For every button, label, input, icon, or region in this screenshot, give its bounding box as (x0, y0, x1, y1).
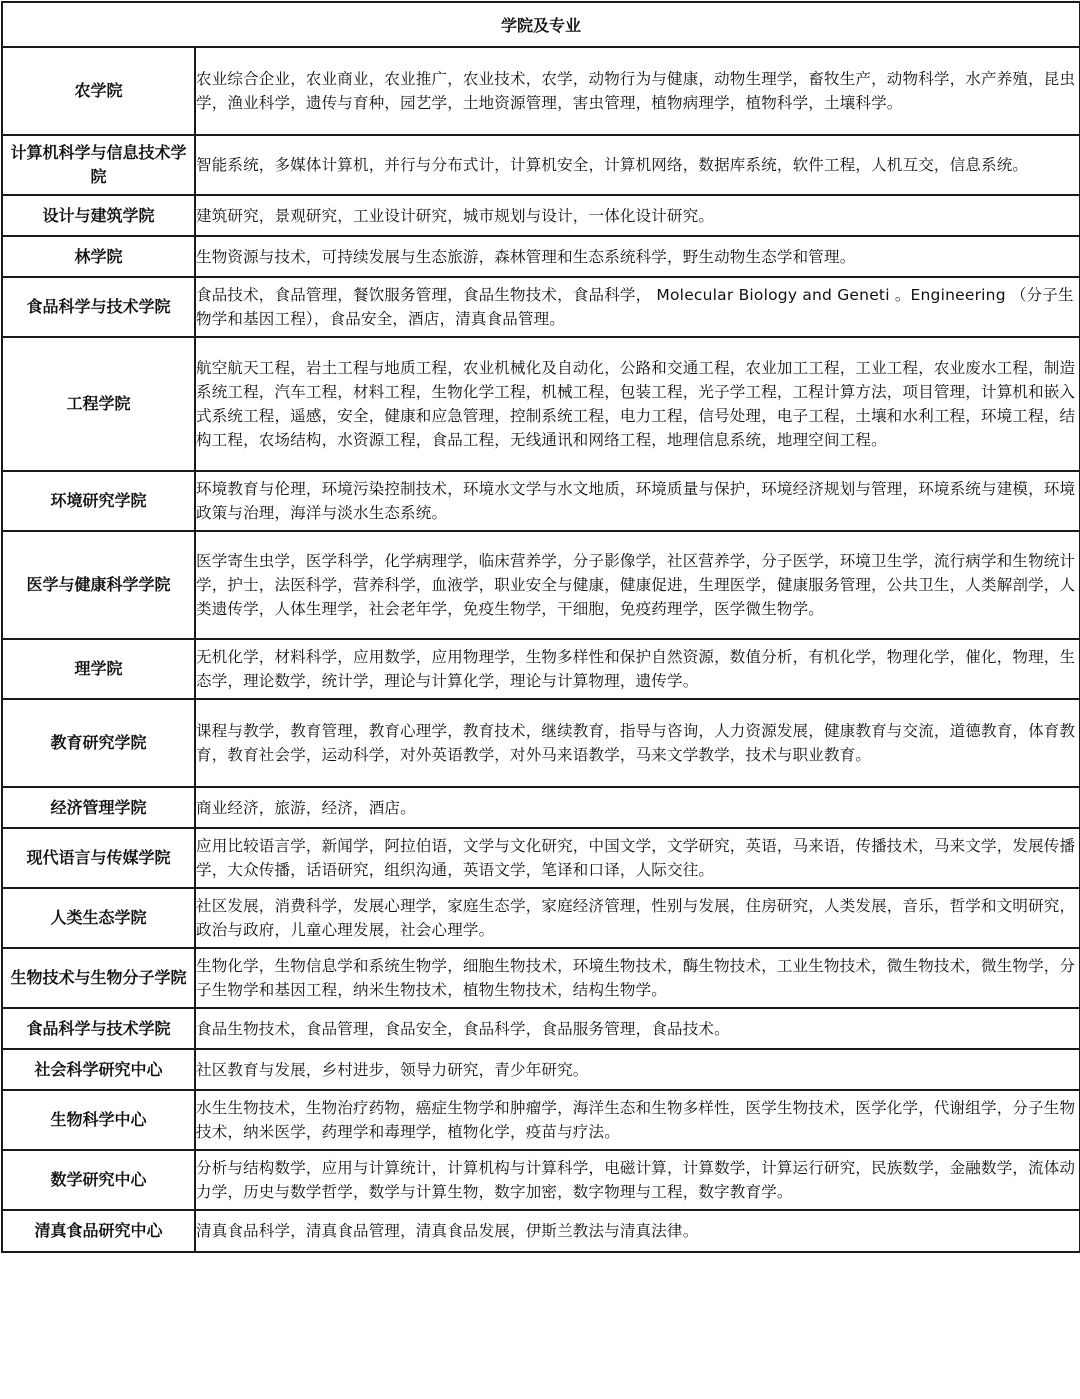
college-name: 经济管理学院 (2, 787, 195, 828)
college-name: 生物科学中心 (2, 1090, 195, 1150)
majors-list: 建筑研究，景观研究，工业设计研究，城市规划与设计，一体化设计研究。 (195, 195, 1080, 236)
college-name: 食品科学与技术学院 (2, 1008, 195, 1049)
table-body (2, 47, 1080, 1252)
college-name: 农学院 (2, 47, 195, 135)
table-row (2, 236, 1080, 277)
table-row (2, 47, 1080, 135)
majors-list: 环境教育与伦理，环境污染控制技术，环境水文学与水文地质，环境质量与保护，环境经济规划与管理，环境系统与建模，环境政策与治理，海洋与淡水生态系统。 (195, 471, 1080, 531)
majors-list: 应用比较语言学，新闻学，阿拉伯语，文学与文化研究，中国文学，文学研究，英语，马来语，传播技术，马来文学，发展传播学，大众传播，话语研究，组织沟通，英语文学，笔译和口译，人际交往。 (195, 828, 1080, 888)
majors-list: 社区教育与发展，乡村进步，领导力研究，青少年研究。 (195, 1049, 1080, 1090)
college-name: 环境研究学院 (2, 471, 195, 531)
table-row (2, 135, 1080, 195)
table-row (2, 888, 1080, 948)
majors-list: 生物资源与技术，可持续发展与生态旅游，森林管理和生态系统科学，野生动物生态学和管理。 (195, 236, 1080, 277)
majors-list: 农业综合企业，农业商业，农业推广，农业技术，农学，动物行为与健康，动物生理学，畜牧生产，动物科学，水产养殖，昆虫学，渔业科学，遗传与育种，园艺学，土地资源管理，害虫管理，植物病理学，植物科学，土壤科学。 (195, 47, 1080, 135)
table-row (2, 1150, 1080, 1210)
majors-list: 商业经济，旅游，经济，酒店。 (195, 787, 1080, 828)
majors-list: 医学寄生虫学，医学科学，化学病理学，临床营养学，分子影像学，社区营养学，分子医学，环境卫生学，流行病学和生物统计学，护士，法医科学，营养科学，血液学，职业安全与健康，健康促进，生理医学，健康服务管理，公共卫生，人类解剖学，人类遗传学，人体生理学，社会老年学，免疫生物学，干细胞，免疫药理学，医学微生物学。 (195, 531, 1080, 639)
table-header-row (2, 2, 1080, 47)
college-name: 清真食品研究中心 (2, 1210, 195, 1252)
majors-list: 食品生物技术，食品管理，食品安全，食品科学，食品服务管理，食品技术。 (195, 1008, 1080, 1049)
table-row (2, 195, 1080, 236)
college-name: 医学与健康科学学院 (2, 531, 195, 639)
majors-list: 水生生物技术，生物治疗药物，癌症生物学和肿瘤学，海洋生态和生物多样性，医学生物技术，医学化学，代谢组学，分子生物技术，纳米医学，药理学和毒理学，植物化学，疫苗与疗法。 (195, 1090, 1080, 1150)
colleges-majors-table (1, 1, 1080, 1253)
college-name: 现代语言与传媒学院 (2, 828, 195, 888)
table-row (2, 1049, 1080, 1090)
college-name: 林学院 (2, 236, 195, 277)
college-name: 人类生态学院 (2, 888, 195, 948)
table-row (2, 337, 1080, 471)
table-row (2, 699, 1080, 787)
table-row (2, 471, 1080, 531)
table-row (2, 531, 1080, 639)
table-row (2, 948, 1080, 1008)
table-row (2, 1210, 1080, 1252)
majors-list: 航空航天工程，岩土工程与地质工程，农业机械化及自动化，公路和交通工程，农业加工工程，工业工程，农业废水工程，制造系统工程，汽车工程，材料工程，生物化学工程，机械工程，包装工程，光子学工程，工程计算方法，项目管理，计算机和嵌入式系统工程，遥感，安全，健康和应急管理，控制系统工程，电力工程，信号处理，电子工程，土壤和水利工程，环境工程，结构工程，农场结构，水资源工程，食品工程，无线通讯和网络工程，地理信息系统，地理空间工程。 (195, 337, 1080, 471)
college-name: 设计与建筑学院 (2, 195, 195, 236)
majors-list: 生物化学，生物信息学和系统生物学，细胞生物技术，环境生物技术，酶生物技术，工业生物技术，微生物技术，微生物学，分子生物学和基因工程，纳米生物技术，植物生物技术，结构生物学。 (195, 948, 1080, 1008)
table-row (2, 277, 1080, 337)
majors-list: 社区发展，消费科学，发展心理学，家庭生态学，家庭经济管理，性别与发展，住房研究，人类发展，音乐，哲学和文明研究，政治与政府，儿童心理发展，社会心理学。 (195, 888, 1080, 948)
college-name: 生物技术与生物分子学院 (2, 948, 195, 1008)
majors-list: 清真食品科学，清真食品管理，清真食品发展，伊斯兰教法与清真法律。 (195, 1210, 1080, 1252)
table-row (2, 639, 1080, 699)
table-row (2, 787, 1080, 828)
college-name: 食品科学与技术学院 (2, 277, 195, 337)
college-name: 数学研究中心 (2, 1150, 195, 1210)
college-name: 社会科学研究中心 (2, 1049, 195, 1090)
college-name: 计算机科学与信息技术学院 (2, 135, 195, 195)
majors-list: 食品技术，食品管理，餐饮服务管理，食品生物技术，食品科学， Molecular Biology and Geneti 。Engineering （分子生物学和基因工程），食品安全，酒店，清真食品管理。 (195, 277, 1080, 337)
college-name: 教育研究学院 (2, 699, 195, 787)
college-name: 工程学院 (2, 337, 195, 471)
majors-list: 分析与结构数学，应用与计算统计，计算机构与计算科学，电磁计算，计算数学，计算运行研究，民族数学，金融数学，流体动力学，历史与数学哲学，数学与计算生物，数字加密，数字物理与工程，数字教育学。 (195, 1150, 1080, 1210)
majors-list: 课程与教学，教育管理，教育心理学，教育技术，继续教育，指导与咨询，人力资源发展，健康教育与交流，道德教育，体育教育，教育社会学，运动科学，对外英语教学，对外马来语教学，马来文学教学，技术与职业教育。 (195, 699, 1080, 787)
table-row (2, 828, 1080, 888)
table-header: 学院及专业 (2, 2, 1080, 47)
table-row (2, 1008, 1080, 1049)
table-row (2, 1090, 1080, 1150)
majors-list: 智能系统，多媒体计算机，并行与分布式计，计算机安全，计算机网络，数据库系统，软件工程，人机互交，信息系统。 (195, 135, 1080, 195)
college-name: 理学院 (2, 639, 195, 699)
majors-list: 无机化学，材料科学，应用数学，应用物理学，生物多样性和保护自然资源，数值分析，有机化学，物理化学，催化，物理，生态学，理论数学，统计学，理论与计算化学，理论与计算物理，遗传学。 (195, 639, 1080, 699)
